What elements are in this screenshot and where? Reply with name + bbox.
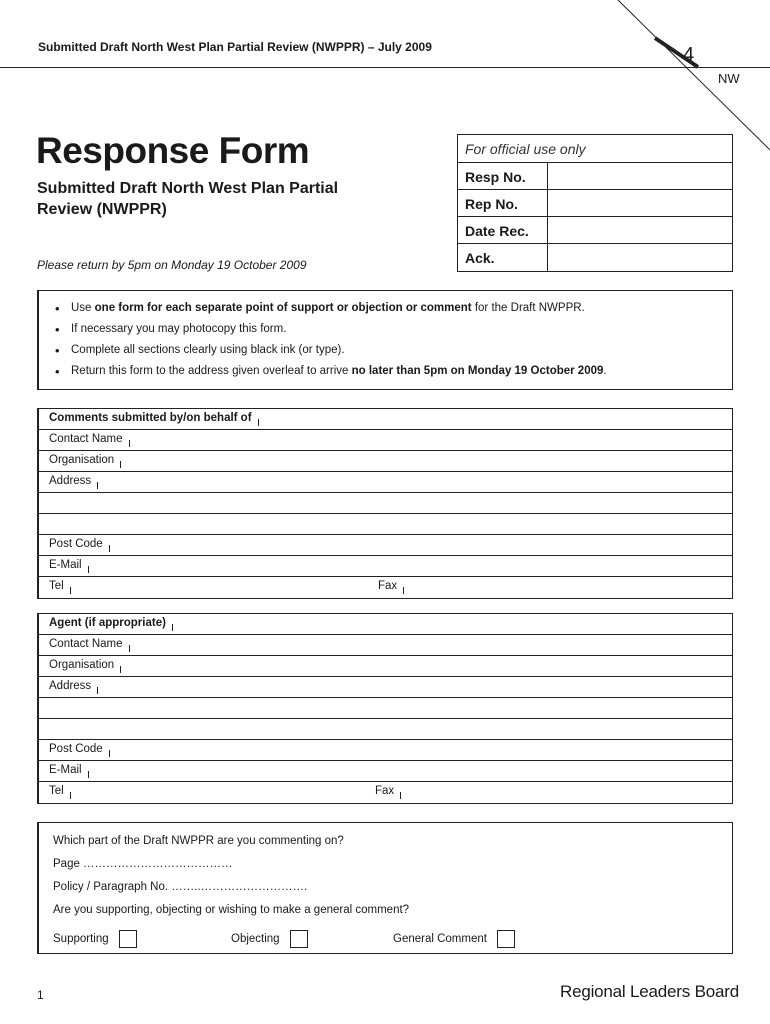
agent-contact-name-field[interactable]: Contact Name <box>39 635 732 656</box>
general-comment-label: General Comment <box>393 933 487 945</box>
objecting-checkbox[interactable] <box>290 930 308 948</box>
agent-address-line-2[interactable] <box>39 698 732 719</box>
respondent-tel-label: Tel <box>49 580 64 592</box>
comment-questions-section <box>37 822 733 954</box>
respondent-address-line-2[interactable] <box>39 493 732 514</box>
respondent-address-line-3[interactable] <box>39 514 732 535</box>
objecting-label: Objecting <box>231 933 280 945</box>
support-question: Are you supporting, objecting or wishing to make a general comment? <box>53 904 410 916</box>
page-number-line[interactable]: Page ………………………………… <box>53 858 233 870</box>
agent-address-field[interactable]: Address <box>39 677 732 698</box>
agent-email-field[interactable]: E-Mail <box>39 761 732 782</box>
respondent-contact-name-field[interactable]: Contact Name <box>39 430 732 451</box>
official-label: Resp No. <box>458 163 548 189</box>
instruction-item: • Use one form for each separate point of support or objection or comment for the Draft NWPPR. <box>55 302 732 323</box>
official-row-rep-no <box>458 190 732 217</box>
region-code: NW <box>718 71 740 86</box>
section-page-number: 4 <box>683 44 695 66</box>
agent-post-code-field[interactable]: Post Code <box>39 740 732 761</box>
respondent-tel-fax-row[interactable] <box>39 577 732 598</box>
document-header-title: Submitted Draft North West Plan Partial Review (NWPPR) – July 2009 <box>38 40 432 54</box>
agent-address-line-3[interactable] <box>39 719 732 740</box>
return-deadline-note: Please return by 5pm on Monday 19 October 2009 <box>37 258 307 272</box>
agent-organisation-field[interactable]: Organisation <box>39 656 732 677</box>
general-comment-checkbox[interactable] <box>497 930 515 948</box>
footer-organisation: Regional Leaders Board <box>560 982 739 1001</box>
ack-field[interactable] <box>548 244 732 271</box>
agent-fax-label: Fax <box>375 785 395 797</box>
form-subtitle: Submitted Draft North West Plan Partial Review (NWPPR) <box>37 180 339 218</box>
respondent-fax-label: Fax <box>378 580 398 592</box>
agent-details-section <box>37 613 733 804</box>
respondent-details-section <box>37 408 733 599</box>
official-label: Ack. <box>458 244 548 271</box>
general-comment-option <box>393 930 515 948</box>
supporting-checkbox[interactable] <box>119 930 137 948</box>
choice-row <box>53 927 732 951</box>
official-use-heading: For official use only <box>458 135 732 163</box>
instruction-item: • Complete all sections clearly using black ink (or type). <box>55 344 732 365</box>
official-label: Date Rec. <box>458 217 548 243</box>
agent-tel-fax-row[interactable] <box>39 782 732 803</box>
respondent-organisation-field[interactable]: Organisation <box>39 451 732 472</box>
date-rec-field[interactable] <box>548 217 732 243</box>
respondent-email-field[interactable]: E-Mail <box>39 556 732 577</box>
respondent-post-code-field[interactable]: Post Code <box>39 535 732 556</box>
resp-no-field[interactable] <box>548 163 732 189</box>
rep-no-field[interactable] <box>548 190 732 216</box>
respondent-address-field[interactable]: Address <box>39 472 732 493</box>
respondent-heading-row[interactable]: Comments submitted by/on behalf of <box>39 409 732 430</box>
form-title: Response Form <box>36 130 310 171</box>
official-row-date-rec <box>458 217 732 244</box>
supporting-option <box>53 930 231 948</box>
official-row-ack <box>458 244 732 271</box>
policy-paragraph-line[interactable]: Policy / Paragraph No. ……..………………………. <box>53 881 308 893</box>
instruction-item: • Return this form to the address given overleaf to arrive no later than 5pm on Monday 19 October 2009. <box>55 365 732 386</box>
supporting-label: Supporting <box>53 933 109 945</box>
official-use-box <box>457 134 733 272</box>
agent-tel-label: Tel <box>49 785 64 797</box>
footer-page-number: 1 <box>37 988 44 1002</box>
official-row-resp-no <box>458 163 732 190</box>
instruction-item: • If necessary you may photocopy this form. <box>55 323 732 344</box>
instructions-box <box>37 290 733 390</box>
objecting-option <box>231 930 393 948</box>
part-question: Which part of the Draft NWPPR are you commenting on? <box>53 835 344 847</box>
corner-diagonal-line <box>600 0 770 150</box>
agent-heading-row[interactable]: Agent (if appropriate) <box>39 614 732 635</box>
official-label: Rep No. <box>458 190 548 216</box>
